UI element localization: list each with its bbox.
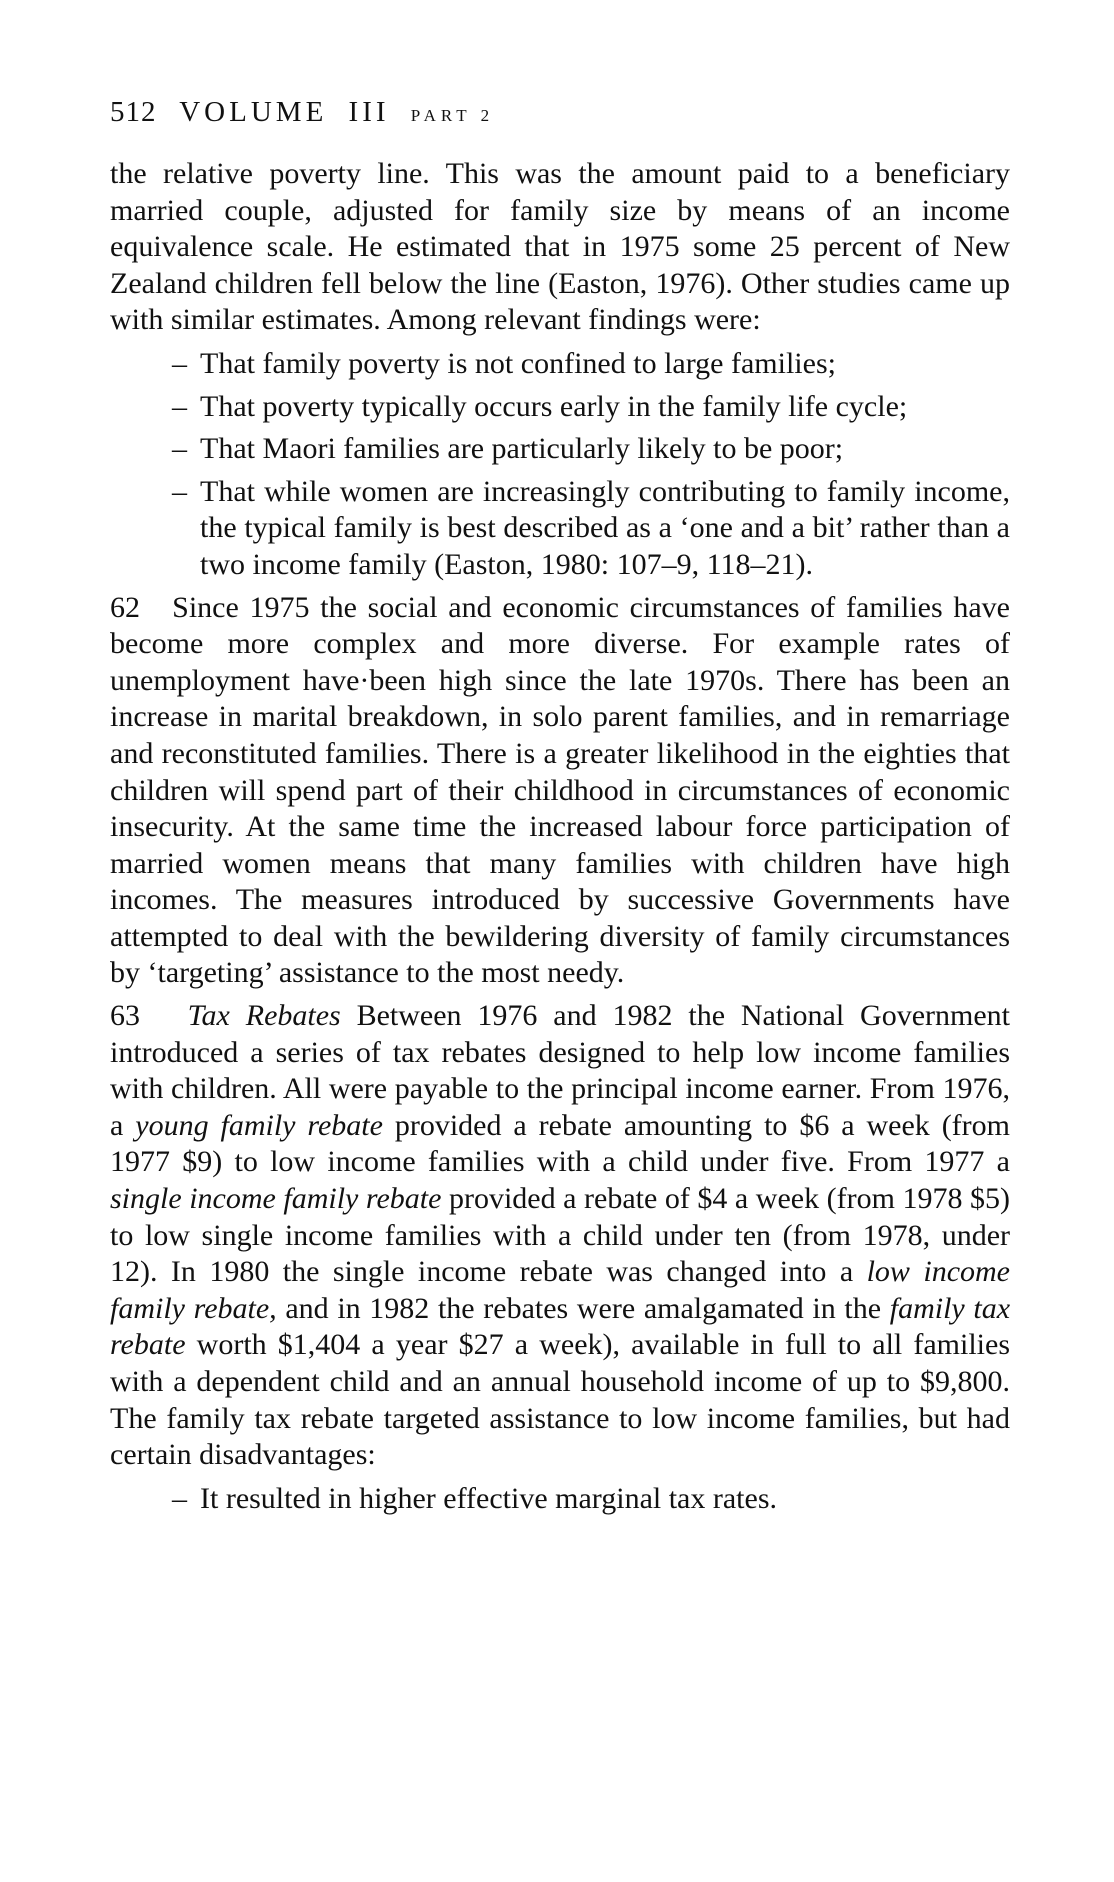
- paragraph-text: Between 1976 and 1982 the National Government introduced a series of tax rebates designed to help low income families with children. All were payable to the principal income earner. From 1976, a: [110, 999, 1011, 1142]
- paragraph-text: provided a rebate of $4 a week (from 1978 $5) to low single income families with a child under ten (from 1978, under 12). In 1980 the single income rebate was changed into a: [110, 1182, 1010, 1289]
- rebate-term: single income family rebate: [110, 1182, 442, 1216]
- volume-label: VOLUME: [179, 96, 328, 128]
- finding-item: [110, 431, 1010, 468]
- rebate-term: young family rebate: [135, 1108, 383, 1142]
- volume-number: III: [348, 96, 390, 128]
- dash-marker: –: [172, 474, 187, 508]
- running-header: [110, 92, 1010, 132]
- finding-item: [110, 474, 1010, 584]
- finding-item: [110, 346, 1010, 383]
- intro-paragraph: the relative poverty line. This was the amount paid to a beneficiary married couple, adjusted for family size by means of an income equivalence scale. He estimated that in 1975 some 25 percent of New Zealand children fell below the line (Easton, 1976). Other studies came up with similar estimates. Among relevant findings were:: [110, 157, 1010, 337]
- paragraph-62: [110, 590, 1010, 993]
- disadvantage-item: [110, 1481, 1010, 1518]
- paragraph-number: 63: [110, 999, 140, 1033]
- section-heading: Tax Rebates: [187, 999, 341, 1033]
- paragraph-number: 62: [110, 590, 140, 624]
- disadvantages-list: [110, 1481, 1010, 1518]
- finding-text: That family poverty is not confined to large families;: [200, 346, 836, 380]
- rebate-term: low income family rebate,: [110, 1255, 1010, 1325]
- paragraph-text: provided a rebate amounting to $6 a week (from 1977 $9) to low income families with a child under five. From 1977 a: [110, 1108, 1010, 1179]
- page-number: 512: [110, 96, 157, 128]
- finding-item: [110, 389, 1010, 426]
- dash-marker: –: [172, 389, 187, 423]
- dash-marker: –: [172, 432, 187, 466]
- disadvantage-text: It resulted in higher effective marginal tax rates.: [200, 1481, 778, 1515]
- paragraph-text: and in 1982 the rebates were amalgamated in the: [285, 1291, 882, 1325]
- rebate-term: family tax rebate: [110, 1291, 1011, 1362]
- paragraph-text: worth $1,404 a year $27 a week), available in full to all families with a dependent child and an annual household income of up to $9,800. The family tax rebate targeted assistance to low income families, but had certain disadvantages:: [110, 1328, 1011, 1472]
- findings-list: [110, 346, 1010, 584]
- finding-text: That Maori families are particularly likely to be poor;: [200, 432, 844, 466]
- part-label: PART 2: [410, 106, 495, 125]
- body-text: [110, 156, 1010, 1517]
- paragraph-text: Since 1975 the social and economic circumstances of families have become more complex and more diverse. For example rates of unemployment have·been high since the late 1970s. There has been an increase in marital breakdown, in solo parent families, and in remarriage and reconstituted families. There is a greater likelihood in the eighties that children will spend part of their childhood in circumstances of economic insecurity. At the same time the increased labour force participation of married women means that many families with children have high incomes. The measures introduced by successive Governments have attempted to deal with the bewildering diversity of family circumstances by ‘targeting’ assistance to the most needy.: [110, 590, 1010, 990]
- dash-marker: –: [172, 346, 187, 380]
- dash-marker: –: [172, 1481, 187, 1515]
- paragraph-63: [110, 998, 1010, 1474]
- finding-text: That while women are increasingly contributing to family income, the typical family is best described as a ‘one and a bit’ rather than a two income family (Easton, 1980: 107–9, 118–21).: [200, 474, 1010, 581]
- finding-text: That poverty typically occurs early in the family life cycle;: [200, 389, 908, 423]
- document-page: [110, 92, 1010, 1523]
